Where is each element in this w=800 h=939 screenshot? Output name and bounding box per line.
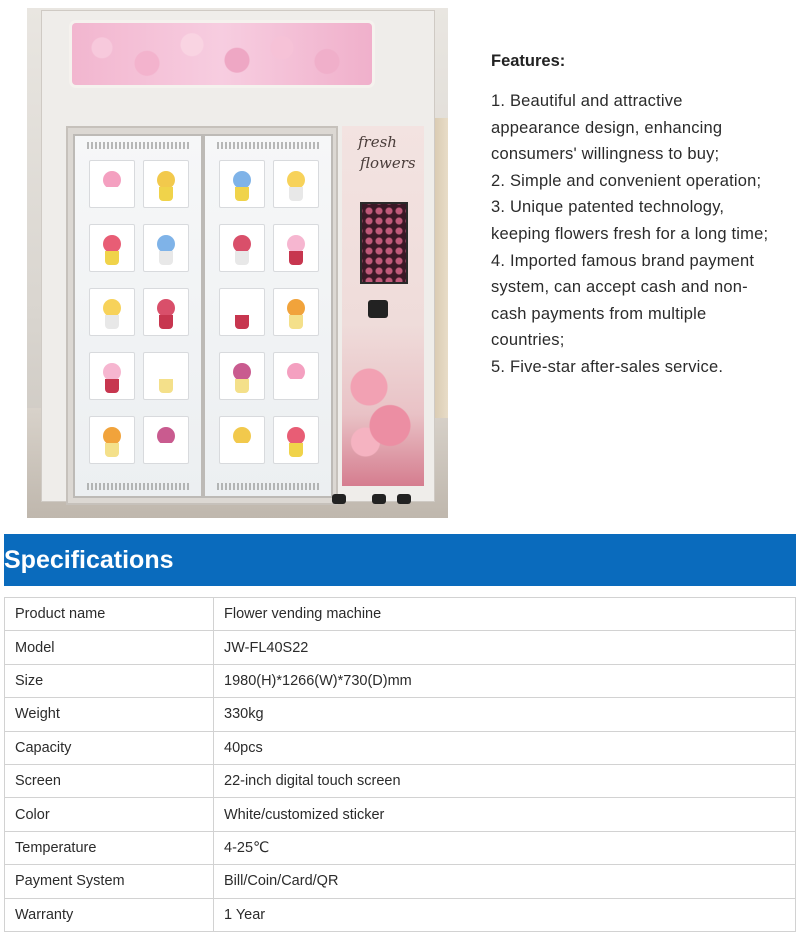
flower-compartment [89, 352, 135, 400]
flower-pot [289, 379, 303, 393]
specifications-bar [4, 534, 796, 586]
left-door [73, 134, 203, 498]
features-line: consumers' willingness to buy; [491, 145, 720, 164]
spec-label: Weight [5, 698, 214, 731]
spec-label: Warranty [5, 898, 214, 931]
vent [217, 142, 319, 149]
flower-compartment [89, 160, 135, 208]
features-line: appearance design, enhancing [491, 118, 723, 137]
wheel [332, 494, 346, 504]
flower-pot [159, 443, 173, 457]
features-section [491, 50, 796, 381]
spec-label: Product name [5, 598, 214, 631]
table-row [5, 664, 796, 697]
table-row [5, 731, 796, 764]
table-row [5, 831, 796, 864]
flower-compartment [89, 224, 135, 272]
features-list [491, 88, 796, 381]
flower-pot [289, 315, 303, 329]
table-row [5, 798, 796, 831]
table-row [5, 698, 796, 731]
vending-machine [41, 10, 435, 502]
spec-label: Screen [5, 764, 214, 797]
flower-compartment [89, 288, 135, 336]
card-reader [368, 300, 388, 318]
table-row [5, 631, 796, 664]
panel-script [358, 132, 416, 174]
product-photo [27, 8, 448, 518]
panel-script-line: flowers [360, 154, 416, 172]
spec-label: Payment System [5, 865, 214, 898]
features-line: cash payments from multiple [491, 304, 707, 323]
panel-script-line: fresh [358, 133, 397, 151]
spec-value: Bill/Coin/Card/QR [214, 865, 796, 898]
flower-pot [159, 315, 173, 329]
flower-pot [159, 251, 173, 265]
flower-compartment [219, 352, 265, 400]
spec-label: Model [5, 631, 214, 664]
flower-compartment [143, 288, 189, 336]
spec-value: 1980(H)*1266(W)*730(D)mm [214, 664, 796, 697]
vent [87, 142, 189, 149]
flower-pot [105, 251, 119, 265]
flower-compartment [273, 224, 319, 272]
flower-pot [105, 187, 119, 201]
spec-label: Color [5, 798, 214, 831]
flower-compartment [143, 352, 189, 400]
glass-doors [66, 126, 338, 505]
right-door [203, 134, 333, 498]
flower-pot [235, 379, 249, 393]
specifications-table [4, 597, 796, 932]
features-line: 3. Unique patented technology, [491, 198, 725, 217]
spec-value: Flower vending machine [214, 598, 796, 631]
spec-value: JW-FL40S22 [214, 631, 796, 664]
table-row [5, 764, 796, 797]
flower-pot [159, 187, 173, 201]
flower-compartment [89, 416, 135, 464]
spec-value: 40pcs [214, 731, 796, 764]
flower-pot [235, 251, 249, 265]
features-line: countries; [491, 331, 565, 350]
spec-value: 1 Year [214, 898, 796, 931]
flower-banner [72, 23, 372, 85]
vent [87, 483, 189, 490]
flower-compartment [273, 352, 319, 400]
spec-label: Capacity [5, 731, 214, 764]
flower-pot [289, 443, 303, 457]
flower-compartment [273, 160, 319, 208]
side-panel [342, 126, 424, 486]
spec-value: 330kg [214, 698, 796, 731]
flower-pot [159, 379, 173, 393]
features-line: 4. Imported famous brand payment [491, 251, 755, 270]
spec-value: White/customized sticker [214, 798, 796, 831]
spec-label: Size [5, 664, 214, 697]
flower-compartment [143, 224, 189, 272]
table-row [5, 898, 796, 931]
features-heading: Features: [491, 52, 566, 70]
vent [217, 483, 319, 490]
specifications-title: Specifications [4, 546, 174, 574]
flower-pot [289, 251, 303, 265]
features-line: 2. Simple and convenient operation; [491, 171, 762, 190]
flower-compartment [219, 288, 265, 336]
rose-graphic [348, 354, 418, 464]
flower-pot [235, 187, 249, 201]
spec-value: 22-inch digital touch screen [214, 764, 796, 797]
flower-pot [105, 379, 119, 393]
flower-compartment [143, 160, 189, 208]
flower-compartment [143, 416, 189, 464]
flower-pot [235, 443, 249, 457]
flower-pot [105, 315, 119, 329]
flower-compartment [219, 224, 265, 272]
features-line: system, can accept cash and non- [491, 278, 748, 297]
touch-screen [360, 202, 408, 284]
flower-compartment [219, 160, 265, 208]
wheel [372, 494, 386, 504]
flower-compartment [219, 416, 265, 464]
flower-pot [105, 443, 119, 457]
table-row [5, 865, 796, 898]
flower-pot [289, 187, 303, 201]
features-line: 5. Five-star after-sales service. [491, 357, 724, 376]
spec-label: Temperature [5, 831, 214, 864]
features-line: 1. Beautiful and attractive [491, 92, 683, 110]
table-row [5, 598, 796, 631]
wheel [397, 494, 411, 504]
flower-pot [235, 315, 249, 329]
flower-compartment [273, 416, 319, 464]
spec-value: 4-25℃ [214, 831, 796, 864]
features-line: keeping flowers fresh for a long time; [491, 224, 769, 243]
flower-compartment [273, 288, 319, 336]
